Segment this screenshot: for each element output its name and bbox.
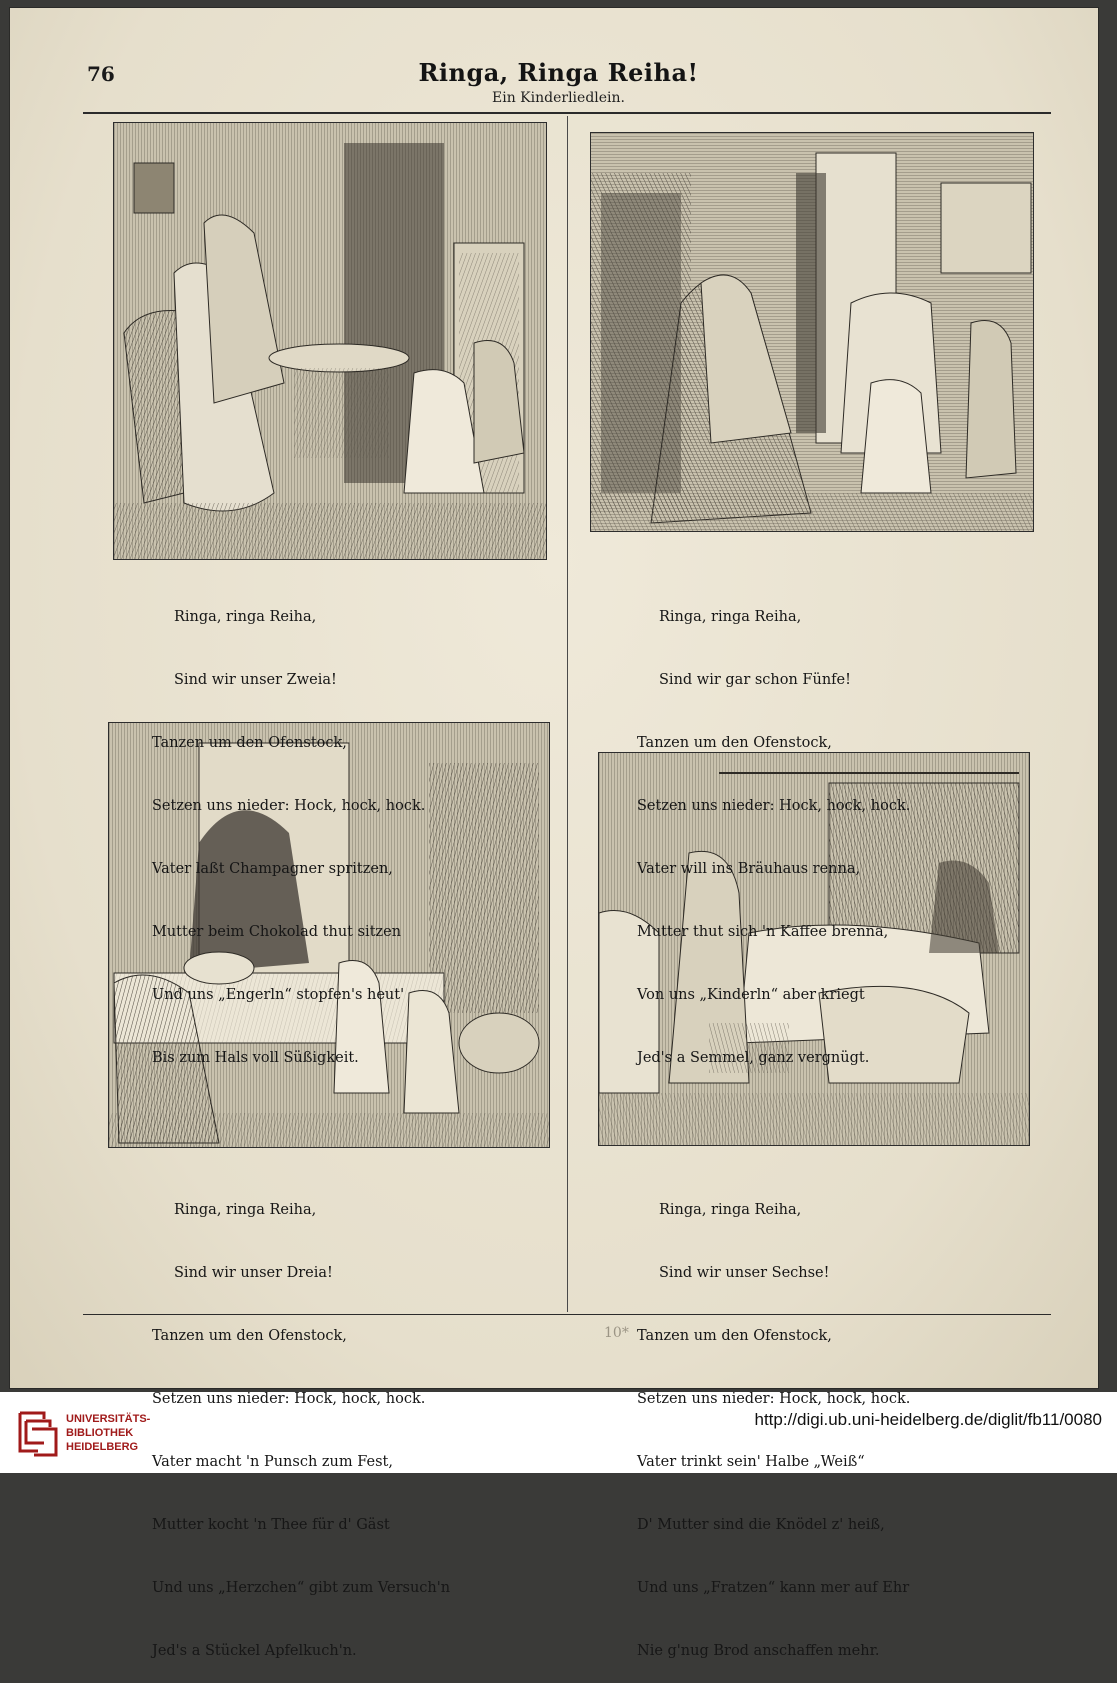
library-name-line: UNIVERSITÄTS- [66, 1413, 151, 1425]
verse-line: Tanzen um den Ofenstock, [637, 1328, 832, 1344]
library-name [66, 1412, 150, 1454]
library-name-line: HEIDELBERG [66, 1441, 139, 1453]
page-number: 76 [87, 62, 115, 86]
page-title: Ringa, Ringa Reiha! [418, 58, 699, 87]
verse-line: Vater will ins Bräuhaus renna, [637, 861, 861, 877]
verse-line: Von uns „Kinderln“ aber kriegt [637, 987, 865, 1003]
verse-line: Jed's a Semmel, ganz vergnügt. [637, 1050, 870, 1066]
source-url-link[interactable]: http://digi.ub.uni-heidelberg.de/diglit/fb11/0080 [754, 1410, 1102, 1429]
signature-mark: 10* [604, 1325, 629, 1341]
verse-line: D' Mutter sind die Knödel z' heiß, [637, 1517, 885, 1533]
verse-line: Tanzen um den Ofenstock, [637, 735, 832, 751]
verse-line: Vater macht 'n Punsch zum Fest, [152, 1454, 393, 1470]
verse-line: Setzen uns nieder: Hock, hock, hock. [152, 1391, 426, 1407]
verse-zwei [152, 565, 425, 1090]
verse-line: Ringa, ringa Reiha, [174, 1202, 317, 1218]
verse-fuenfe [637, 565, 910, 1090]
verse-line: Und uns „Herzchen“ gibt zum Versuch'n [152, 1580, 451, 1596]
verse-line: Sind wir unser Sechse! [659, 1265, 830, 1281]
verse-line: Setzen uns nieder: Hock, hock, hock. [152, 798, 426, 814]
verse-line: Mutter beim Chokolad thut sitzen [152, 924, 402, 940]
verse-line: Ringa, ringa Reiha, [174, 609, 317, 625]
column-divider [567, 116, 568, 1312]
verse-line: Jed's a Stückel Apfelkuch'n. [152, 1643, 357, 1659]
verse-line: Vater laßt Champagner spritzen, [152, 861, 393, 877]
verse-line: Und uns „Engerln“ stopfen's heut' [152, 987, 405, 1003]
verse-line: Tanzen um den Ofenstock, [152, 1328, 347, 1344]
verse-line: Sind wir unser Dreia! [174, 1265, 333, 1281]
library-name-line: BIBLIOTHEK [66, 1427, 134, 1439]
family-champagne-engraving-icon [113, 122, 547, 560]
verse-line: Vater trinkt sein' Halbe „Weiß“ [637, 1454, 865, 1470]
verse-line: Und uns „Fratzen“ kann mer auf Ehr [637, 1580, 910, 1596]
verse-line: Sind wir unser Zweia! [174, 672, 337, 688]
verse-line: Ringa, ringa Reiha, [659, 609, 802, 625]
verse-line: Tanzen um den Ofenstock, [152, 735, 347, 751]
mother-stove-engraving-icon [590, 132, 1034, 532]
verse-line: Sind wir gar schon Fünfe! [659, 672, 851, 688]
verse-line: Setzen uns nieder: Hock, hock, hock. [637, 1391, 911, 1407]
verse-line: Bis zum Hals voll Süßigkeit. [152, 1050, 359, 1066]
verse-line: Mutter kocht 'n Thee für d' Gäst [152, 1517, 390, 1533]
university-logo-icon [14, 1405, 62, 1459]
verse-line: Nie g'nug Brod anschaffen mehr. [637, 1643, 880, 1659]
verse-line: Ringa, ringa Reiha, [659, 1202, 802, 1218]
header-rule [83, 112, 1051, 114]
verse-drei [152, 1158, 450, 1683]
verse-line: Setzen uns nieder: Hock, hock, hock. [637, 798, 911, 814]
page-subtitle: Ein Kinderliedlein. [492, 90, 625, 106]
verse-line: Mutter thut sich 'n Kaffee brenna, [637, 924, 889, 940]
